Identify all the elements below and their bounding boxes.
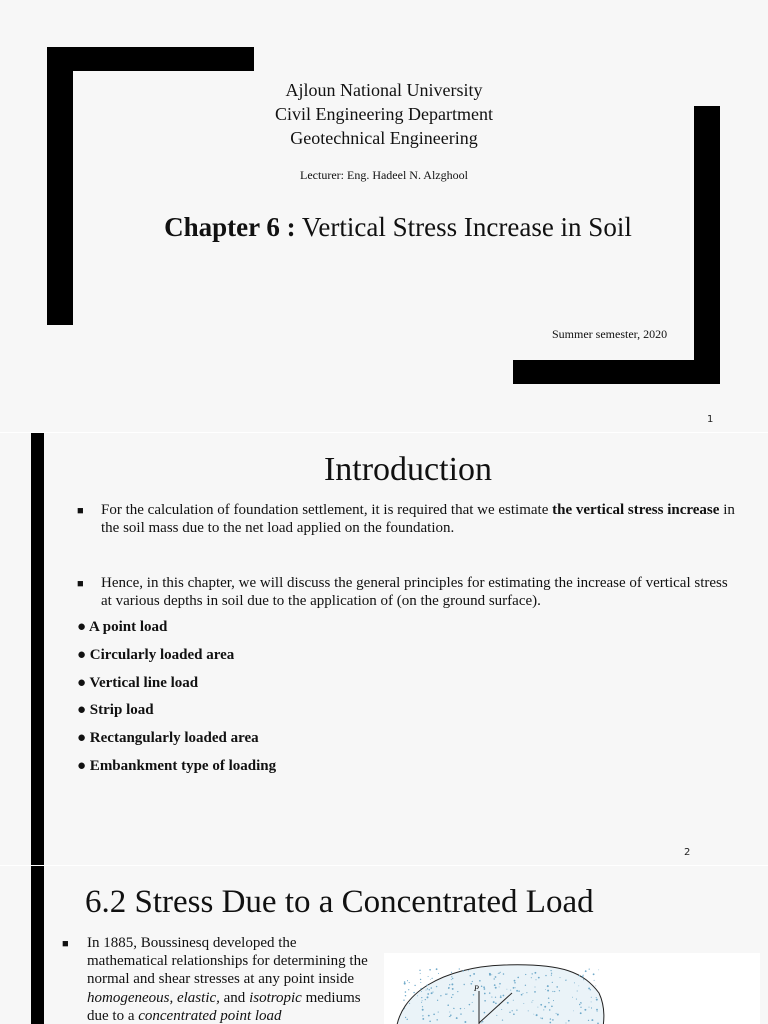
soil-dot (532, 973, 533, 974)
soil-dot (404, 1008, 405, 1009)
soil-dot (500, 995, 501, 996)
intro-paragraph-2: Hence, in this chapter, we will discuss the general principles for estimating the increase of vertical stress at various depths in soil due to the application of (on the ground surface). (101, 575, 728, 609)
soil-dot (431, 987, 433, 989)
soil-dot (535, 987, 536, 988)
list-item: ● Circularly loaded area (77, 646, 235, 663)
soil-dot (433, 1013, 435, 1015)
soil-dot (448, 988, 449, 989)
soil-dot (460, 1008, 461, 1009)
soil-dot (574, 982, 575, 983)
soil-dot (535, 979, 536, 980)
slide-title (0, 0, 768, 432)
soil-dot (499, 983, 501, 985)
soil-dot (405, 991, 407, 993)
square-bullet-icon: ■ (62, 938, 69, 950)
intro-paragraph-1 (101, 501, 741, 537)
soil-dot (577, 990, 578, 991)
soil-dot (447, 1004, 449, 1006)
soil-dot (538, 977, 540, 979)
soil-dot (428, 976, 429, 977)
soil-dot (495, 987, 497, 989)
soil-dot (464, 1021, 466, 1023)
soil-dot (454, 1008, 455, 1009)
soil-dot (516, 990, 518, 992)
para-text-c: mediums due to a (87, 989, 361, 1024)
soil-dot (449, 984, 450, 985)
soil-dot (548, 997, 549, 998)
soil-dot (484, 1012, 486, 1014)
soil-dot (525, 985, 526, 986)
page-number: 1 (707, 414, 714, 425)
soil-dot (423, 1015, 424, 1016)
slide-sidebar-bar (31, 866, 44, 1024)
soil-dot (509, 1012, 510, 1013)
soil-dot (427, 985, 428, 986)
square-bullet-icon: ■ (77, 578, 84, 590)
soil-dot (429, 989, 430, 990)
soil-dot (495, 1002, 497, 1004)
slide-title: Introduction (323, 451, 493, 488)
soil-dot (484, 993, 486, 995)
para1-bold-text: the vertical stress increase (552, 502, 720, 518)
soil-dot (421, 997, 422, 998)
soil-dot (502, 1019, 503, 1020)
soil-dot (533, 1014, 534, 1015)
soil-dot (595, 985, 596, 986)
soil-dot (589, 1007, 590, 1008)
soil-dot (407, 1019, 408, 1020)
soil-dot (494, 978, 495, 979)
soil-dot (552, 1019, 554, 1021)
soil-dot (593, 973, 595, 975)
soil-dot (514, 980, 516, 982)
soil-dot (408, 989, 409, 990)
list-item: ● Strip load (77, 702, 154, 719)
soil-dot (512, 1010, 513, 1011)
soil-dot (517, 977, 519, 979)
soil-dot (428, 1015, 430, 1017)
soil-dot (407, 980, 408, 981)
soil-dot (565, 980, 566, 981)
soil-dot (536, 1014, 538, 1016)
soil-dot (594, 980, 595, 981)
soil-dot (422, 1018, 424, 1020)
soil-dot (531, 977, 532, 978)
soil-dot (431, 992, 433, 994)
soil-dot (501, 1009, 502, 1010)
soil-dot (463, 984, 464, 985)
soil-dot (481, 1022, 482, 1023)
list-item: ● Embankment type of loading (77, 757, 277, 774)
soil-dot (469, 1004, 470, 1005)
soil-dot (540, 1018, 541, 1019)
soil-dot (513, 1000, 514, 1001)
soil-dot (489, 992, 490, 993)
soil-dot (549, 1009, 550, 1010)
soil-dot (534, 991, 536, 993)
soil-dot (432, 992, 433, 993)
para-text-b: and (219, 989, 250, 1006)
soil-dot (583, 979, 584, 980)
soil-dot (451, 983, 453, 985)
soil-dot (523, 1003, 524, 1004)
soil-dot (449, 1012, 450, 1013)
soil-dot (532, 1000, 533, 1001)
para-text-a: In 1885, Boussinesq developed the mathematical relationships for determining the normal and shear stresses at any point inside (87, 935, 368, 988)
soil-dot (551, 973, 552, 974)
soil-dot (452, 994, 453, 995)
soil-dot (559, 990, 560, 991)
soil-dot (500, 997, 501, 998)
soil-dot (596, 999, 598, 1001)
soil-dot (420, 979, 421, 980)
soil-dot (472, 1002, 473, 1003)
soil-dot (436, 1019, 437, 1020)
soil-mass-diagram (384, 953, 760, 1024)
soil-dot (494, 984, 496, 986)
soil-dot (513, 987, 515, 989)
soil-dot (557, 1014, 559, 1016)
soil-dot (503, 995, 505, 997)
soil-dot (551, 975, 552, 976)
soil-dot (549, 1022, 551, 1024)
soil-dot (413, 992, 414, 993)
soil-dot (447, 994, 448, 995)
soil-dot (451, 979, 452, 980)
soil-dot (403, 1000, 404, 1001)
soil-dot (598, 969, 599, 970)
soil-dot (499, 986, 500, 987)
soil-dot (436, 968, 438, 970)
soil-dot (554, 991, 555, 992)
soil-dot (405, 1017, 406, 1018)
soil-dot (456, 1017, 458, 1019)
soil-dot (589, 969, 590, 970)
soil-dot (556, 1013, 557, 1014)
soil-dot (429, 969, 431, 971)
soil-dot (472, 1010, 474, 1012)
soil-dot (543, 1009, 544, 1010)
soil-dot (550, 1018, 551, 1019)
soil-dot (556, 986, 558, 988)
soil-dot (468, 970, 469, 971)
soil-dot (445, 993, 447, 995)
soil-dot (420, 973, 421, 974)
soil-dot (534, 972, 536, 974)
soil-dot (503, 973, 505, 975)
soil-mass-outline (396, 965, 604, 1024)
soil-dot (426, 990, 427, 991)
soil-dot (547, 985, 549, 987)
soil-dot (440, 995, 441, 996)
soil-dot (507, 1002, 509, 1004)
soil-dot (560, 977, 561, 978)
soil-dot (421, 988, 422, 989)
soil-dot (460, 1013, 461, 1014)
chapter-label: Chapter 6 : (164, 212, 296, 242)
university-name: Ajloun National University (285, 80, 483, 100)
soil-dot (469, 975, 471, 977)
soil-dot (484, 988, 486, 990)
boussinesq-figure (384, 953, 760, 1024)
soil-dot (495, 997, 496, 998)
soil-dot (420, 982, 421, 983)
soil-dot (510, 990, 511, 991)
soil-dot (417, 995, 418, 996)
soil-dot (414, 985, 415, 986)
soil-dot (514, 982, 516, 984)
soil-dot (580, 1012, 582, 1014)
soil-dot (591, 1001, 592, 1002)
soil-dot (479, 980, 481, 982)
soil-dot (596, 1009, 598, 1011)
soil-dot (438, 1012, 439, 1013)
slide-introduction (0, 433, 768, 865)
square-bullet-icon: ■ (77, 505, 84, 517)
list-item: ● A point load (77, 619, 168, 635)
soil-dot (573, 1011, 574, 1012)
soil-dot (421, 1002, 422, 1003)
soil-dot (548, 1002, 549, 1003)
soil-dot (568, 1020, 570, 1022)
soil-dot (528, 1010, 529, 1011)
soil-dot (496, 1015, 497, 1016)
list-item: ● Vertical line load (77, 674, 199, 691)
soil-dot (421, 991, 422, 992)
soil-dot (591, 1019, 593, 1021)
soil-dot (427, 988, 428, 989)
soil-dot (518, 990, 520, 992)
soil-dot (580, 1007, 581, 1008)
soil-dot (473, 973, 475, 975)
soil-dot (523, 993, 524, 994)
soil-dot (506, 989, 507, 990)
soil-dot (404, 981, 406, 983)
para-italic-3: concentrated point load (138, 1007, 282, 1024)
soil-dot (472, 981, 473, 982)
list-item: ● Rectangularly loaded area (77, 730, 259, 747)
soil-dot (493, 1001, 495, 1003)
soil-dot (422, 1000, 423, 1001)
soil-dot (541, 1018, 543, 1020)
soil-dot (464, 1008, 465, 1009)
soil-dot (430, 979, 431, 980)
load-types-list (77, 618, 276, 785)
soil-dot (525, 974, 526, 975)
soil-dot (422, 1009, 424, 1011)
soil-dot (425, 999, 426, 1000)
soil-dot (484, 1000, 486, 1002)
soil-dot (409, 982, 410, 983)
soil-dot (588, 987, 590, 989)
soil-dot (470, 983, 472, 985)
soil-dot (540, 1004, 542, 1006)
soil-dot (482, 1021, 483, 1022)
soil-dot (451, 972, 452, 973)
soil-dot (590, 989, 591, 990)
course-name: Geotechnical Engineering (290, 128, 478, 148)
soil-dot (436, 986, 437, 987)
soil-dot (437, 1000, 438, 1001)
soil-dot (566, 1023, 567, 1024)
soil-dot (450, 1014, 452, 1016)
soil-dot (552, 982, 553, 983)
soil-dot (409, 1003, 410, 1004)
semester-label: Summer semester, 2020 (552, 327, 668, 341)
soil-dot (584, 1009, 586, 1011)
soil-dot (491, 974, 492, 975)
soil-dot (550, 970, 551, 971)
soil-dot (429, 1021, 431, 1023)
soil-dot (585, 970, 587, 972)
para-italic-2: isotropic (249, 989, 302, 1006)
soil-dot (463, 970, 465, 972)
soil-dot (552, 991, 553, 992)
soil-dot (596, 997, 597, 998)
soil-dot (481, 986, 483, 988)
soil-dot (473, 994, 475, 996)
soil-dot (422, 1006, 423, 1007)
soil-dot (449, 1016, 450, 1017)
soil-dot (489, 973, 491, 975)
soil-dot (591, 997, 592, 998)
lecturer-name: Lecturer: Eng. Hadeel N. Alzghool (300, 168, 468, 182)
soil-dot (516, 1009, 517, 1010)
soil-dot (432, 978, 433, 979)
soil-dot (545, 989, 546, 990)
soil-dot (500, 972, 501, 973)
soil-dot (405, 995, 406, 996)
slide-title: 6.2 Stress Due to a Concentrated Load (85, 884, 594, 920)
soil-dot (495, 976, 497, 978)
soil-dot (547, 990, 549, 992)
para-italic-1: homogeneous, elastic, (87, 989, 220, 1006)
soil-dot (419, 970, 420, 971)
soil-dot (582, 976, 584, 978)
soil-dot (583, 975, 584, 976)
soil-dot (551, 1005, 553, 1007)
soil-dot (545, 975, 546, 976)
frame-top-left-horizontal (47, 47, 254, 71)
soil-dot (544, 1006, 546, 1008)
soil-dot (427, 993, 429, 995)
soil-dot (597, 1011, 598, 1012)
soil-dot (452, 978, 453, 979)
soil-dot (581, 1002, 582, 1003)
soil-dot (498, 973, 499, 974)
slide-sidebar-bar (31, 433, 44, 865)
soil-dot (404, 983, 406, 985)
para1-text-b: in the soil mass due to the net load applied on the foundation. (101, 502, 735, 536)
soil-dot (526, 992, 527, 993)
soil-dot (572, 997, 573, 998)
soil-dot (483, 986, 485, 988)
soil-dot (451, 997, 452, 998)
soil-dot (579, 1004, 580, 1005)
soil-dot (588, 1020, 589, 1021)
soil-dot (457, 991, 458, 992)
frame-bottom-right-horizontal (513, 360, 720, 384)
soil-dot (499, 972, 500, 973)
department-name: Civil Engineering Department (275, 104, 493, 124)
soil-dot (451, 976, 452, 977)
load-label: P (474, 984, 479, 993)
soil-dot (576, 999, 577, 1000)
page-number: 2 (684, 847, 691, 858)
soil-dot (427, 996, 429, 998)
soil-dot (491, 997, 492, 998)
chapter-title: Vertical Stress Increase in Soil (295, 212, 632, 242)
soil-dot (438, 973, 439, 974)
soil-dot (452, 988, 454, 990)
para1-text-a: For the calculation of foundation settlement, it is required that we estimate (101, 502, 553, 518)
slide-concentrated-load (0, 866, 768, 1024)
soil-dot (553, 1000, 554, 1001)
soil-dot (513, 1013, 515, 1015)
soil-dot (591, 1007, 592, 1008)
chapter-heading (0, 212, 768, 243)
soil-dot (531, 1002, 532, 1003)
soil-dot (579, 975, 580, 976)
soil-dot (515, 987, 516, 988)
boussinesq-paragraph (87, 934, 377, 1024)
soil-dot (521, 994, 523, 996)
soil-dot (537, 1007, 538, 1008)
soil-dot (459, 968, 460, 969)
soil-dot (578, 985, 579, 986)
